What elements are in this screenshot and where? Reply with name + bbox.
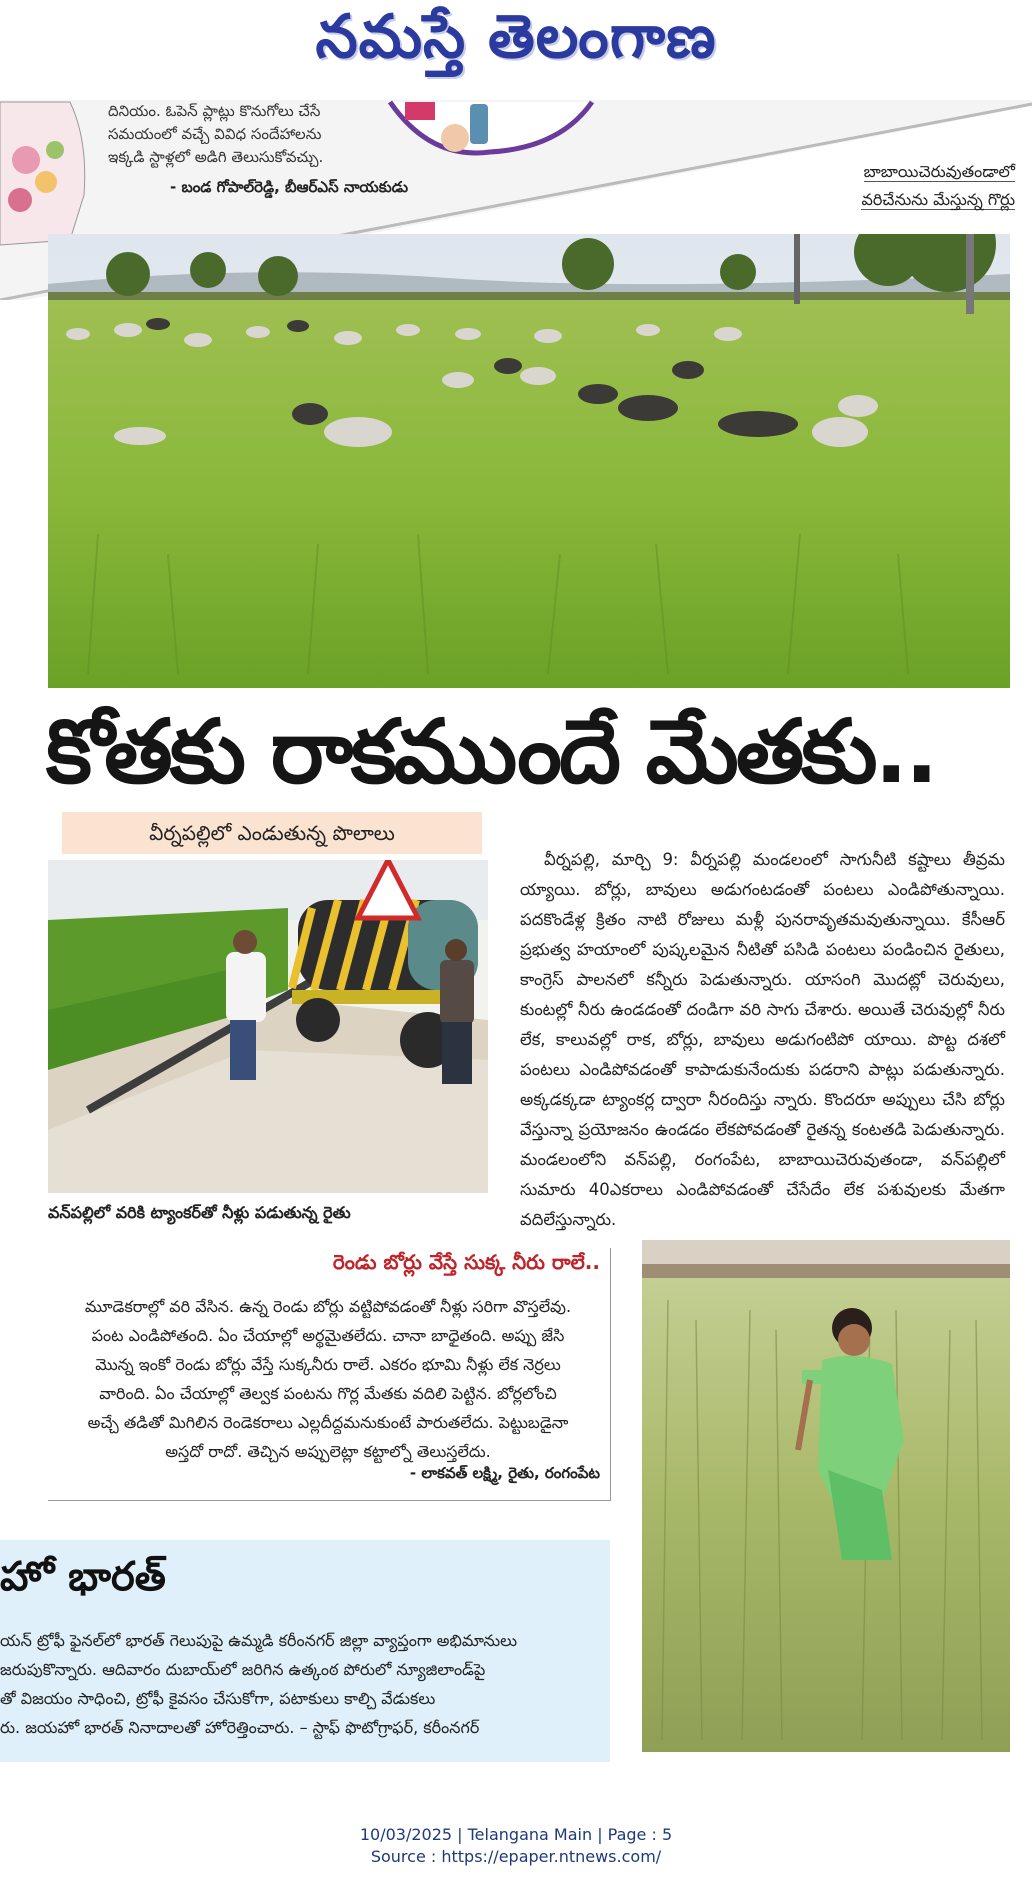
footer-date-page: 10/03/2025 | Telangana Main | Page : 5 (359, 1825, 673, 1844)
jai-ho-bharat-box (0, 1540, 610, 1762)
bharat-line: తో విజయం సాధించి, ట్రోఫీ కైవసం చేసుకోగా, పటాకులు కాల్చి వేడుకలు (0, 1689, 436, 1708)
quote-line: పంట ఎండిపోతంది. ఏం చేయాల్లో అర్థమైతలేదు. చానా బాధైతంది. అప్పు జేసి (91, 1326, 565, 1345)
flower-photo-fragment (0, 102, 85, 245)
bharat-line: జరుపుకొన్నారు. ఆదివారం దుబాయ్‌లో జరిగిన ఉత్కంఠ పోరులో న్యూజిలాండ్‌పై (0, 1660, 486, 1679)
article-body: వీర్నపల్లి, మార్చి 9: వీర్నపల్లి మండలంలో సాగునీటి కష్టాలు తీవ్రమ య్యాయి. బోర్లు, బావులు అడుగంటడంతో పంటలు ఎండిపోతున్నాయి. పదకొండేళ్ల క్రితం నాటి రోజులు మళ్లీ పునరావృతమవుతున్నాయి. కేసీఆర్ ప్రభుత్వ హయాంలో పుష్కలమైన నీటితో పసిడి పంటలు పండించిన రైతులు, కాంగ్రెస్ పాలనలో కన్నీరు పెడుతున్నారు. యాసంగి మొదట్లో చెరువులు, కుంటల్లో నీరు ఉండడంతో దండిగా వరి సాగు చేశారు. అయితే చెరువుల్లో నీరు లేక, కాలువల్లో రాక, బోర్లు, బావులు అడుగంటిపో యాయి. పొట్ట దశలో పంటలు ఎండిపోవడంతో కాపాడుకునేందుకు పడరాని పాట్లు పడుతున్నారు. అక్కడక్కడా ట్యాంకర్ల ద్వారా నీరందిస్తు న్నారు. కొందరూ అప్పులు చేసి బోర్లు వేస్తున్నా ప్రయోజనం ఉండడం లేకపోవడంతో రైతన్న కంటతడి పెడుతున్నారు. మండలంలోని వన్‌పల్లి, రంగంపేట, బాబాయిచెరువుతండా, వన్‌పల్లిలో సుమారు 40ఎకరాలు ఎండిపోవడంతో చేసేదేం లేక పశువులకు మేతగా వదిలేస్తున్నారు. (520, 850, 1005, 1229)
caption-line: బాబాయిచెరువుతండాలో (863, 162, 1015, 181)
sheep-grazing-photo (48, 234, 1010, 688)
footer-source[interactable]: Source : https://epaper.ntnews.com/ (370, 1847, 662, 1866)
caption-line: వరిచేనును మేస్తున్న గొర్లు (861, 190, 1015, 209)
woman-in-dry-field-photo (642, 1240, 1010, 1752)
bharat-text (0, 1626, 600, 1742)
previous-article-text (108, 100, 448, 169)
quote-line: మూడెకరాల్లో వరి వేసిన. ఉన్న రెండు బోర్లు వట్టిపోవడంతో నీళ్లు సరిగా వొస్తలేవు. (84, 1297, 572, 1316)
top-photo-caption (825, 158, 1015, 214)
text-line: ఇక్కడి స్టాళ్లలో అడిగి తెలుసుకోవచ్చు. (108, 148, 324, 166)
quote-heading: రెండు బోర్లు వేస్తే సుక్క నీరు రాలే.. (332, 1250, 600, 1274)
quote-line: అస్తదో రాదో. తెచ్చిన అప్పులెట్లా కట్టాల్నో తెలుస్తలేదు. (165, 1442, 491, 1461)
tanker-photo-caption: వన్‌పల్లిలో వరికి ట్యాంకర్‌తో నీళ్లు పడుతున్న రైతు (48, 1203, 351, 1222)
text-line: దినియం. ఓపెన్ ప్లాట్లు కొనుగోలు చేసే (108, 102, 321, 120)
masthead (0, 0, 1032, 100)
page-footer (0, 1824, 1032, 1868)
quote-byline: - లాకవత్ లక్ష్మి, రైతు, రంగంపేట (409, 1464, 600, 1482)
quote-line: మొన్న ఇంకో రెండు బోర్లు వేస్తే సుక్కనీరు రాలే. ఎకరం భూమి నీళ్లు లేక నెర్రలు (95, 1355, 561, 1374)
quote-line: వారింది. ఏం చేయాల్లో తెల్వక పంటను గొర్ల మేతకు వదిలి పెట్టిన. బోర్లలోంచి (99, 1384, 557, 1403)
newspaper-logo: నమస్తే తెలంగాణ (315, 2, 717, 72)
bharat-line: రు. జయహో భారత్ నినాదాలతో హోరెత్తించారు. – స్టాఫ్ ఫొటోగ్రాఫర్, కరీంనగర్ (0, 1718, 480, 1737)
article-headline: కోతకు రాకముందే మేతకు.. (46, 700, 936, 803)
article-subhead: వీర్నపల్లిలో ఎండుతున్న పొలాలు (62, 812, 482, 854)
farmer-quote-box (48, 1248, 611, 1501)
text-line: సమయంలో వచ్చే వివిధ సందేహాలను (108, 125, 322, 143)
bharat-title: హో భారత్ (0, 1554, 166, 1600)
quote-line: అచ్చే తడితో మిగిలిన రెండెకరాలు ఎల్లదీద్దమనుకుంటే పారుతలేదు. పెట్టుబడైనా (87, 1413, 569, 1432)
bharat-line: యన్ ట్రోఫీ ఫైనల్‌లో భారత్ గెలుపుపై ఉమ్మడి కరీంనగర్ జిల్లా వ్యాప్తంగా అభిమానులు (0, 1631, 518, 1650)
quote-text (48, 1292, 608, 1466)
previous-article-byline: - బండ గోపాల్‌రెడ్డి, బీఆర్‌ఎస్ నాయకుడు (170, 178, 409, 196)
tanker-irrigation-photo (48, 860, 488, 1193)
